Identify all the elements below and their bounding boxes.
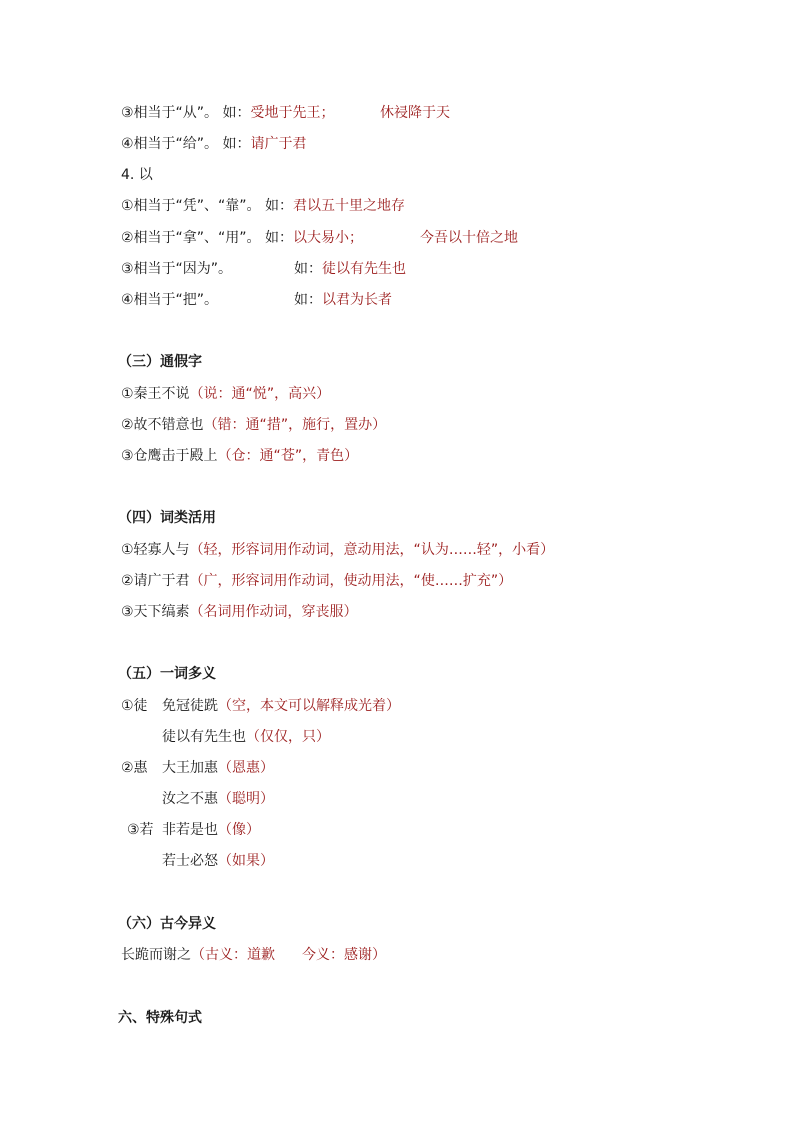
entry-line [162,821,260,839]
usage-line [121,229,363,247]
entry-term: 徒以有先生也 [162,729,246,745]
entry-line [162,759,274,777]
entry-note: （古义：道歉 [191,947,275,963]
polysemy-word: ①徒 [121,698,148,714]
example-text: 以君为长者 [322,292,392,308]
entry-term: 大王加惠 [162,760,218,776]
example-text: 休祲降于天 [380,105,450,121]
section-heading: （四）词类活用 [118,510,216,526]
usage-line [294,260,406,278]
entry-note: （像） [218,822,260,838]
entry-line [121,385,330,403]
entry-term: 若士必怒 [162,853,218,869]
usage-rule: ③相当于“因为”。 [121,261,233,277]
entry-note: （仓：通“苍”，青色） [217,448,359,464]
section-heading: （六）古今异义 [118,916,216,932]
usage-rule: ①相当于“凭”、“靠”。 如： [121,198,294,214]
entry-term: 汝之不惠 [162,791,218,807]
section-heading: （三）通假字 [118,354,202,370]
entry-line [121,541,554,559]
example-text: 以大易小； [293,230,364,246]
entry-note: （聪明） [218,791,274,807]
entry-term: ②请广于君 [121,573,190,589]
entry-line [121,447,358,465]
section-heading: （五）一词多义 [118,666,216,682]
entry-term: 免冠徒跣 [162,698,218,714]
example-text: 今吾以十倍之地 [420,230,518,246]
usage-line [121,104,335,122]
polysemy-word: ②惠 [121,760,148,776]
entry-line [162,728,330,746]
entry-term: ①秦王不说 [121,386,190,402]
polysemy-word: ③若 [127,822,154,838]
entry-line [162,790,274,808]
entry-line [121,572,512,590]
example-text: 请广于君 [250,136,307,152]
example-text: 受地于先王； [250,105,335,121]
entry-note: （名词用作动词，穿丧服） [189,604,358,620]
entry-note: （恩惠） [218,760,274,776]
entry-line [121,416,386,434]
entry-note: （说：通“悦”，高兴） [189,386,331,402]
entry-note: （轻，形容词用作动词，意动用法，“认为……轻”，小看） [189,542,555,558]
entry-line [162,852,274,870]
entry-note: （仅仅，只） [246,729,330,745]
usage-rule: ④相当于“给”。 如： [121,136,251,152]
example-prefix: 如： [294,292,322,308]
chapter-heading: 六、特殊句式 [118,1010,202,1026]
example-text: 徒以有先生也 [322,261,406,277]
entry-note: （广，形容词用作动词，使动用法，“使……扩充”） [189,573,513,589]
usage-line [294,291,392,309]
entry-note: （错：通“措”，施行，置办） [203,417,387,433]
entry-term: 非若是也 [162,822,218,838]
usage-line [121,197,405,215]
entry-line [121,603,358,621]
entry-term: ③天下缟素 [121,604,190,620]
entry-term: ①轻寡人与 [121,542,190,558]
entry-note: 今义：感谢） [302,947,386,963]
example-prefix: 如： [294,261,322,277]
entry-line [162,697,400,715]
entry-note: （空，本文可以解释成光着） [218,698,400,714]
usage-rule: ②相当于“拿”、“用”。 如： [121,230,294,246]
usage-rule: ③相当于“从”。 如： [121,105,251,121]
example-text: 君以五十里之地存 [293,198,406,214]
word-heading: 4. 以 [121,167,153,183]
entry-term: ③仓鹰击于殿上 [121,448,218,464]
entry-term: 长跪而谢之 [121,947,191,963]
entry-term: ②故不错意也 [121,417,204,433]
usage-rule: ④相当于“把”。 [121,292,219,308]
usage-line [121,135,307,153]
entry-note: （如果） [218,853,274,869]
entry-line [121,946,275,964]
